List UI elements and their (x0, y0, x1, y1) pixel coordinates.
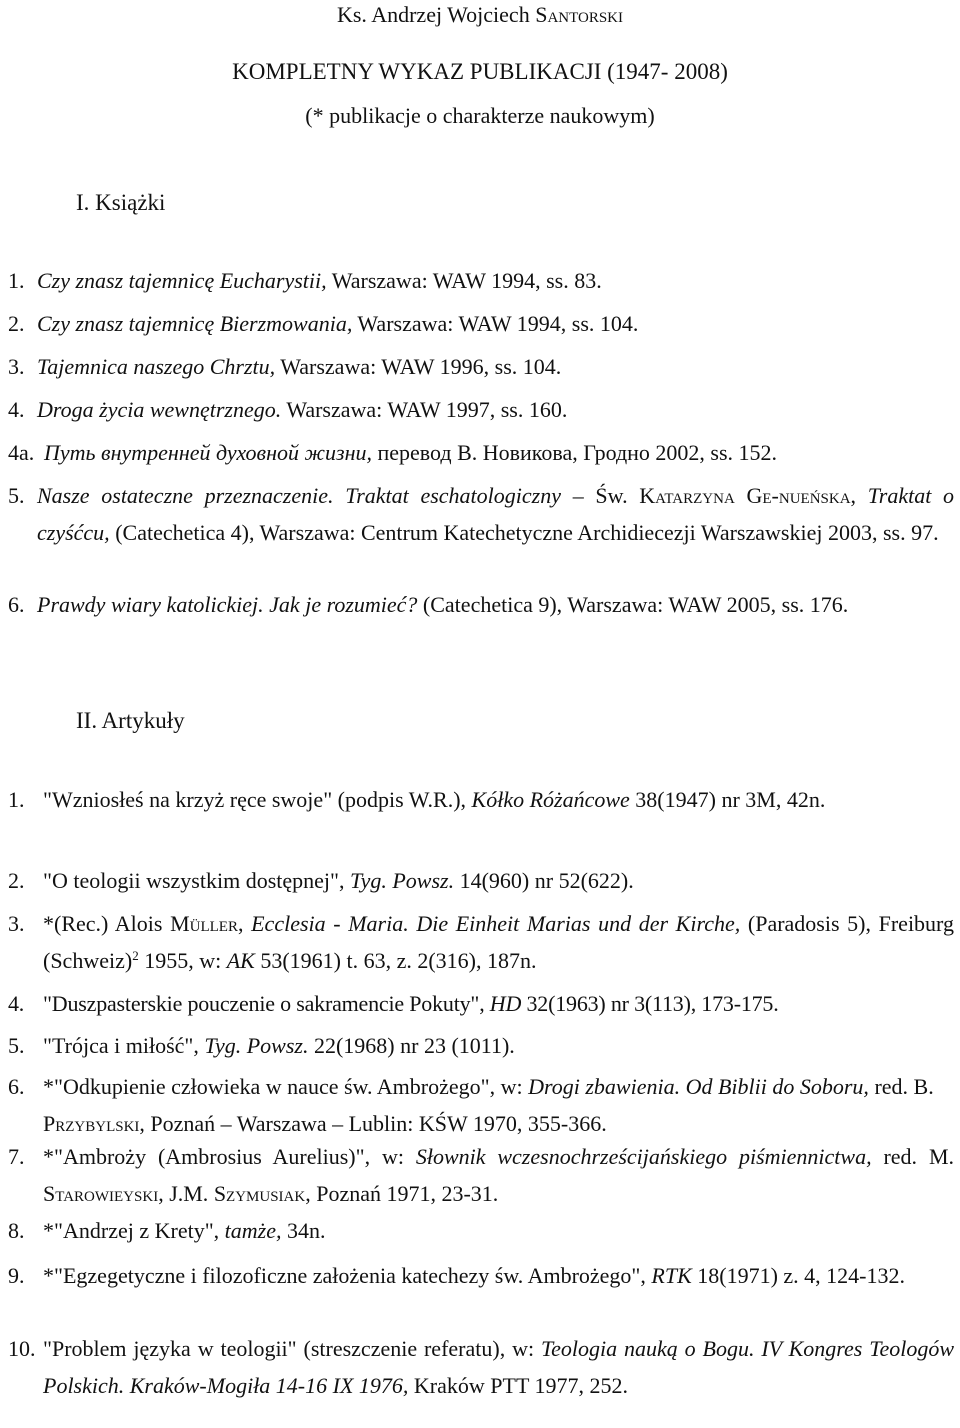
article-title: "Wzniosłeś na krzyż ręce swoje" (podpis W.R.), (43, 787, 472, 812)
book-title: Teologia nauką o Bogu. IV Kongres Teologów Polskich. Kraków-Mogiła 14-16 IX 1976, (43, 1336, 954, 1398)
book-details: Warszawa: WAW 1994, ss. 104. (352, 311, 639, 336)
article-details: (Paradosis 5), Freiburg (Schweiz) (43, 911, 954, 973)
item-number: 4. (8, 397, 25, 422)
article-details: 1955, w: (138, 948, 227, 973)
item-number: 8. (8, 1218, 25, 1243)
page-title: KOMPLETNY WYKAZ PUBLIKACJI (1947- 2008) (232, 59, 728, 84)
article-title: *(Rec.) Alois (43, 911, 171, 936)
person-name: Szymusiak (213, 1181, 306, 1206)
item-number: 2. (8, 868, 25, 893)
article-details: 53(1961) t. 63, z. 2(316), 187n. (254, 948, 537, 973)
journal-title: AK (226, 948, 255, 973)
book-details: Warszawa: WAW 1994, ss. 83. (326, 268, 602, 293)
item-number: 6. (8, 592, 25, 617)
article-item (8, 985, 954, 1022)
article-details: 38(1947) nr 3M, 42n. (629, 787, 826, 812)
journal-title: Tyg. Powsz. (204, 1033, 309, 1058)
item-number: 1. (8, 787, 25, 812)
item-number: 6. (8, 1074, 25, 1099)
page-subtitle: (* publikacje o charakterze naukowym) (305, 103, 655, 128)
book-title: Nasze ostateczne przeznaczenie. Traktat eschatologiczny (37, 483, 561, 508)
item-number: 5. (8, 1033, 25, 1058)
separator: , (850, 483, 868, 508)
person-name: Przybylski (43, 1111, 140, 1136)
book-title: Prawdy wiary katolickiej. Jak je rozumieć? (37, 592, 418, 617)
item-number: 9. (8, 1263, 25, 1288)
book-title: Czy znasz tajemnicę Bierzmowania, (37, 311, 353, 336)
book-title: Słownik wczesnochrześcijańskiego piśmiennictwa, (415, 1144, 872, 1169)
article-title: *"Odkupienie człowieka w nauce św. Ambrożego", w: (43, 1074, 529, 1099)
article-item (8, 1257, 954, 1294)
book-details: – Św. (561, 483, 640, 508)
article-title: *"Ambroży (Ambrosius Aurelius)", w: (43, 1144, 416, 1169)
article-details: 34n. (281, 1218, 326, 1243)
item-number: 2. (8, 311, 25, 336)
article-item (8, 1330, 954, 1404)
book-details: (Catechetica 9), Warszawa: WAW 2005, ss. 176. (417, 592, 849, 617)
book-title: Ecclesia - Maria. Die Einheit Marias und der Kirche, (251, 911, 741, 936)
item-number: 4. (8, 991, 25, 1016)
article-item (8, 905, 954, 979)
book-item (8, 391, 954, 428)
article-details: Kraków PTT 1977, 252. (408, 1373, 628, 1398)
edition-superscript: 2 (132, 948, 139, 963)
book-item (8, 348, 954, 385)
article-details: , J.M. (158, 1181, 214, 1206)
article-details: red. M. (871, 1144, 954, 1169)
book-title: Traktat o czyśćcu, (37, 483, 955, 545)
article-item (8, 1212, 954, 1249)
person-name: Starowieyski (43, 1181, 159, 1206)
book-details: Warszawa: WAW 1997, ss. 160. (281, 397, 568, 422)
author-line (0, 2, 960, 28)
journal-title: RTK (651, 1263, 692, 1288)
article-title: *"Andrzej z Krety", (43, 1218, 225, 1243)
reference-note: tamże, (224, 1218, 282, 1243)
item-number: 7. (8, 1144, 25, 1169)
article-item (8, 862, 954, 899)
item-number: 3. (8, 911, 25, 936)
person-name: Müller (170, 911, 238, 936)
item-number: 4a. (8, 440, 35, 465)
article-item (8, 1138, 954, 1212)
book-details: перевод В. Новикова, Гродно 2002, ss. 152. (371, 440, 778, 465)
book-details: Warszawa: WAW 1996, ss. 104. (275, 354, 562, 379)
section-heading-books: I. Książki (76, 190, 166, 215)
item-number: 1. (8, 268, 25, 293)
article-title: "O teologii wszystkim dostępnej", (43, 868, 350, 893)
book-item (8, 586, 954, 623)
article-title: "Problem języka w teologii" (streszczenie referatu), w: (43, 1336, 541, 1361)
article-title: *"Egzegetyczne i filozoficzne założenia katechezy św. Ambrożego", (43, 1263, 652, 1288)
book-item (8, 477, 954, 551)
journal-title: Kółko Różańcowe (471, 787, 630, 812)
journal-title: HD (489, 991, 522, 1016)
book-title: Droga życia wewnętrznego. (37, 397, 282, 422)
item-number: 5. (8, 483, 25, 508)
book-item (8, 262, 954, 299)
book-item (8, 305, 954, 342)
separator: , (237, 911, 252, 936)
article-title: "Trójca i miłość", (43, 1033, 205, 1058)
book-title: Czy znasz tajemnicę Eucharystii, (37, 268, 327, 293)
article-item (8, 1027, 954, 1064)
book-details: (Catechetica 4), Warszawa: Centrum Katechetyczne Archidiecezji Warszawskiej 2003, ss. 97. (109, 520, 939, 545)
article-details: 14(960) nr 52(622). (454, 868, 634, 893)
article-item (8, 1068, 954, 1142)
person-name: Katarzyna Ge-nueńska (639, 483, 851, 508)
article-item (8, 781, 954, 818)
book-item (8, 434, 954, 471)
article-details: , Poznań – Warszawa – Lublin: KŚW 1970, 355-366. (139, 1111, 607, 1136)
author-surname: Santorski (535, 2, 624, 27)
book-title: Tajemnica naszego Chrztu, (37, 354, 276, 379)
item-number: 10. (8, 1336, 36, 1361)
author-prefix: Ks. Andrzej Wojciech (336, 2, 536, 27)
article-title: "Duszpasterskie pouczenie o sakramencie Pokuty", (43, 991, 490, 1016)
article-details: 18(1971) z. 4, 124-132. (691, 1263, 906, 1288)
item-number: 3. (8, 354, 25, 379)
journal-title: Tyg. Powsz. (350, 868, 455, 893)
section-heading-articles: II. Artykuły (76, 708, 185, 733)
article-details: 32(1963) nr 3(113), 173-175. (521, 991, 779, 1016)
book-title: Путь внутренней духовной жизни, (44, 440, 372, 465)
article-details: red. B. (868, 1074, 934, 1099)
article-details: 22(1968) nr 23 (1011). (308, 1033, 515, 1058)
book-title: Drogi zbawienia. Od Biblii do Soboru, (528, 1074, 869, 1099)
article-details: , Poznań 1971, 23-31. (305, 1181, 499, 1206)
